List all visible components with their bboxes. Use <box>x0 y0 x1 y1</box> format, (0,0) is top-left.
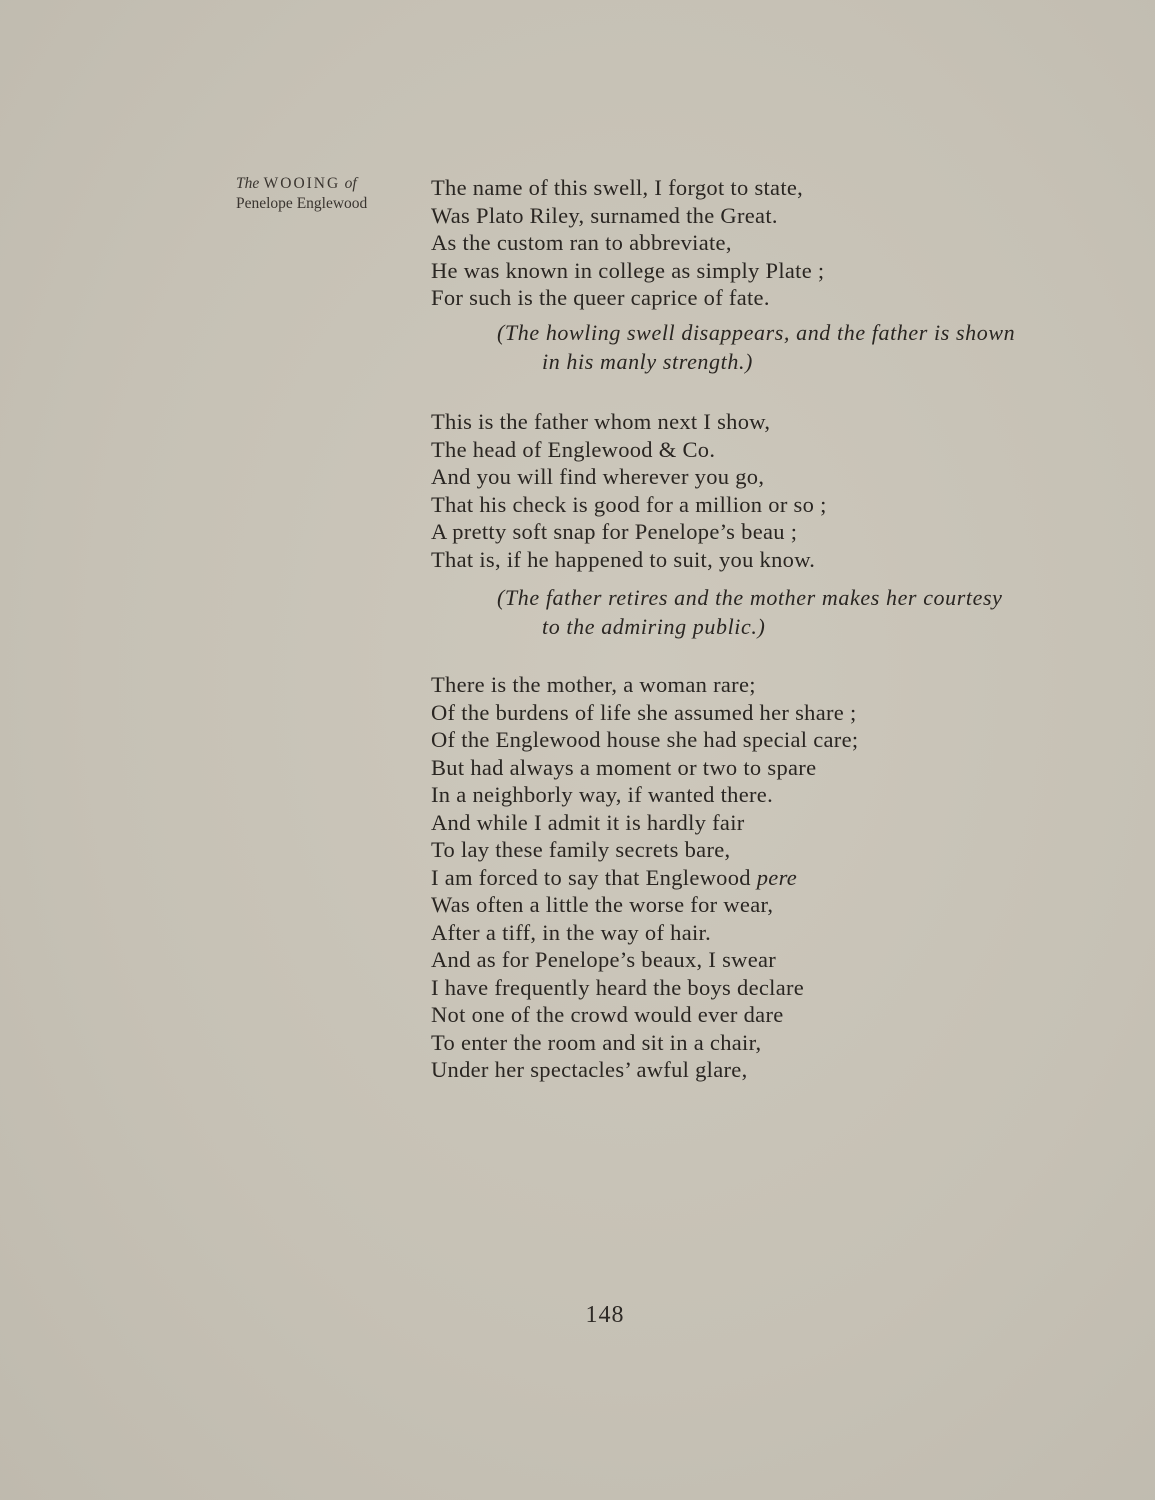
stage-direction-1 <box>497 318 1016 376</box>
verse-line: After a tiff, in the way of hair. <box>431 919 712 945</box>
verse-line: The head of Englewood & Co. <box>431 436 716 462</box>
verse-line: In a neighborly way, if wanted there. <box>431 782 774 807</box>
verse-line: That is, if he happened to suit, you know. <box>431 546 816 572</box>
stanza-3 <box>431 671 991 1084</box>
verse-line: And while I admit it is hardly fair <box>431 809 745 835</box>
verse-line: That his check is good for a million or so ; <box>431 491 827 517</box>
verse-line: Not one of the crowd would ever dare <box>431 1002 784 1027</box>
stage-direction-line: in his manly strength.) <box>542 349 753 374</box>
verse-line: But had always a moment or two to spare <box>431 754 817 780</box>
running-head-title-line <box>236 174 416 194</box>
verse-line: To enter the room and sit in a chair, <box>431 1029 762 1055</box>
running-head-of: of <box>344 175 357 192</box>
verse-line: There is the mother, a woman rare; <box>431 672 756 697</box>
running-head-the: The <box>236 175 260 192</box>
running-head <box>236 174 416 214</box>
verse-line: Was Plato Riley, surnamed the Great. <box>431 202 778 228</box>
verse-line: To lay these family secrets bare, <box>431 837 731 862</box>
page-number: 148 <box>585 1302 625 1328</box>
running-head-title: WOOING <box>263 175 341 192</box>
verse-line: And as for Penelope’s beaux, I swear <box>431 947 777 972</box>
verse-line-pere <box>431 864 991 892</box>
verse-line: I have frequently heard the boys declare <box>431 974 805 1000</box>
stage-direction-line: (The father retires and the mother makes her courtesy <box>497 585 1003 610</box>
verse-line: Of the Englewood house she had special care; <box>431 727 859 752</box>
verse-line: Was often a little the worse for wear, <box>431 892 774 917</box>
pere-word: pere <box>756 864 798 890</box>
stage-direction-2 <box>497 583 1003 641</box>
verse-line: Under her spectacles’ awful glare, <box>431 1057 748 1082</box>
verse-line: For such is the queer caprice of fate. <box>431 285 770 310</box>
verse-text: I am forced to say that Englewood <box>431 864 757 890</box>
stanza-1 <box>431 174 991 312</box>
verse-line: The name of this swell, I forgot to state, <box>431 175 804 200</box>
stage-direction-line: (The howling swell disappears, and the father is shown <box>497 320 1016 345</box>
stage-direction-line: to the admiring public.) <box>542 614 766 639</box>
verse-line: As the custom ran to abbreviate, <box>431 230 732 255</box>
verse-line: Of the burdens of life she assumed her share ; <box>431 699 857 725</box>
verse-line: And you will find wherever you go, <box>431 464 765 489</box>
running-head-subtitle: Penelope Englewood <box>236 195 368 212</box>
verse-line: This is the father whom next I show, <box>431 409 771 434</box>
stanza-2 <box>431 408 991 573</box>
verse-line: A pretty soft snap for Penelope’s beau ; <box>431 519 798 544</box>
verse-line: He was known in college as simply Plate ; <box>431 257 825 283</box>
